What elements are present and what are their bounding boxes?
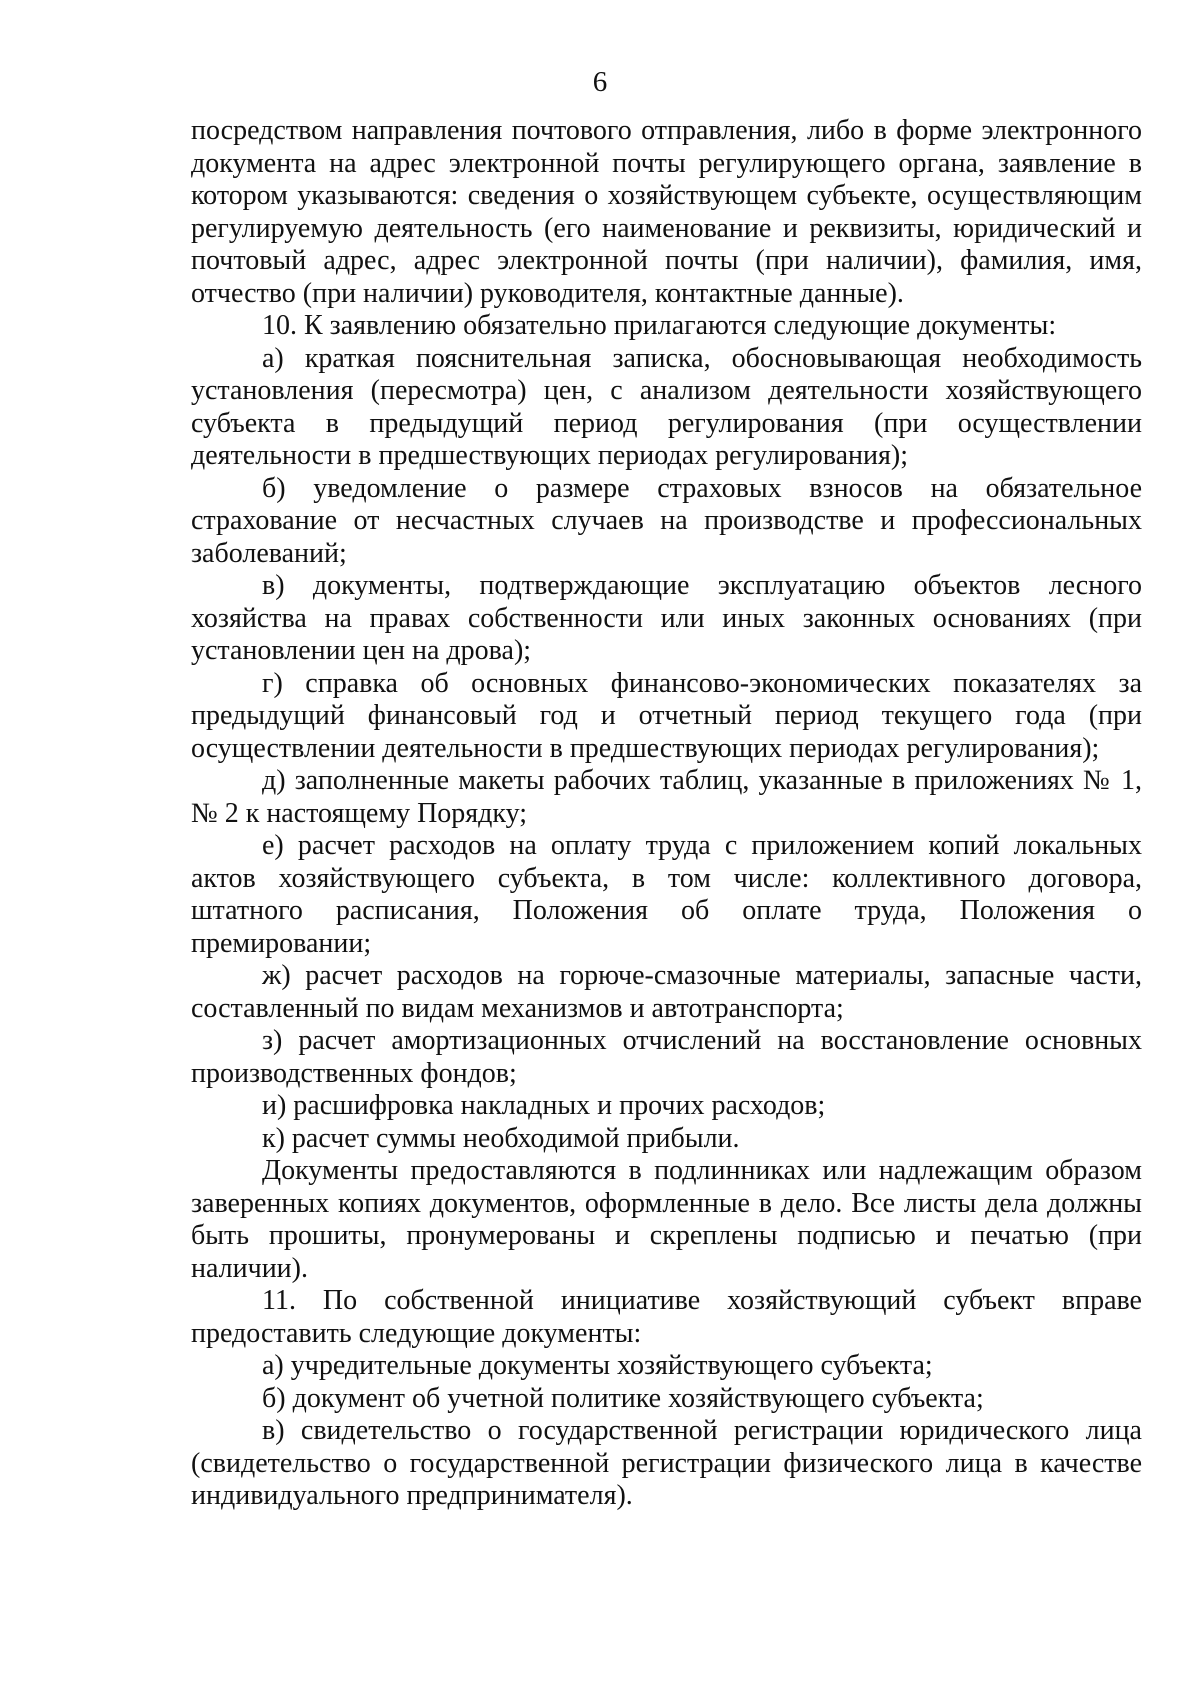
- paragraph-item-10-v: в) документы, подтверждающие эксплуатацию объектов лесного хозяйства на правах собственности или иных законных основаниях (при установлении цен на дрова);: [191, 570, 1142, 666]
- paragraph-item-10-e: е) расчет расходов на оплату труда с приложением копий локальных актов хозяйствующего субъекта, в том числе: коллективного договора, штатного расписания, Положения об оплате труда, Положения о премировании;: [191, 830, 1142, 959]
- page-number: 6: [592, 66, 608, 98]
- paragraph-item-11-a: а) учредительные документы хозяйствующего субъекта;: [262, 1350, 933, 1381]
- paragraph-item-10-a: а) краткая пояснительная записка, обосновывающая необходимость установления (пересмотра) цен, с анализом деятельности хозяйствующего субъекта в предыдущий период регулирования (при осуществлении деятельности в предшествующих периодах регулирования);: [191, 342, 1142, 471]
- paragraph-item-10-i: и) расшифровка накладных и прочих расходов;: [262, 1090, 826, 1121]
- paragraph-item-10: 10. К заявлению обязательно прилагаются следующие документы:: [262, 310, 1057, 341]
- document-body: [191, 115, 1142, 1513]
- paragraph-item-11: 11. По собственной инициативе хозяйствующий субъект вправе предоставить следующие документы:: [191, 1285, 1142, 1349]
- paragraph-item-10-d: д) заполненные макеты рабочих таблиц, указанные в приложениях № 1, № 2 к настоящему Порядку;: [191, 765, 1142, 829]
- paragraph-item-10-b: б) уведомление о размере страховых взносов на обязательное страхование от несчастных случаев на производстве и профессиональных заболеваний;: [191, 472, 1142, 569]
- paragraph-item-10-z: з) расчет амортизационных отчислений на восстановление основных производственных фондов;: [191, 1025, 1142, 1089]
- paragraph-item-11-b: б) документ об учетной политике хозяйствующего субъекта;: [262, 1382, 984, 1414]
- paragraph-item-10-g: г) справка об основных финансово-экономических показателях за предыдущий финансовый год и отчетный период текущего года (при осуществлении деятельности в предшествующих периодах регулирования);: [191, 667, 1142, 764]
- paragraph-item-10-k: к) расчет суммы необходимой прибыли.: [262, 1122, 740, 1154]
- paragraph-continuation: посредством направления почтового отправления, либо в форме электронного документа на адрес электронной почты регулирующего органа, заявление в котором указываются: сведения о хозяйствующем субъекте, осуществляющим регулируемую деятельность (его наименование и реквизиты, юридический и почтовый адрес, адрес электронной почты (при наличии), фамилия, имя, отчество (при наличии) руководителя, контактные данные).: [191, 115, 1142, 309]
- paragraph-documents-requirements: Документы предоставляются в подлинниках или надлежащим образом заверенных копиях документов, оформленные в дело. Все листы дела должны быть прошиты, пронумерованы и скреплены подписью и печатью (при наличии).: [191, 1155, 1142, 1284]
- paragraph-item-11-v: в) свидетельство о государственной регистрации юридического лица (свидетельство о государственной регистрации физического лица в качестве индивидуального предпринимателя).: [191, 1415, 1142, 1511]
- paragraph-item-10-zh: ж) расчет расходов на горюче-смазочные материалы, запасные части, составленный по видам механизмов и автотранспорта;: [191, 960, 1142, 1024]
